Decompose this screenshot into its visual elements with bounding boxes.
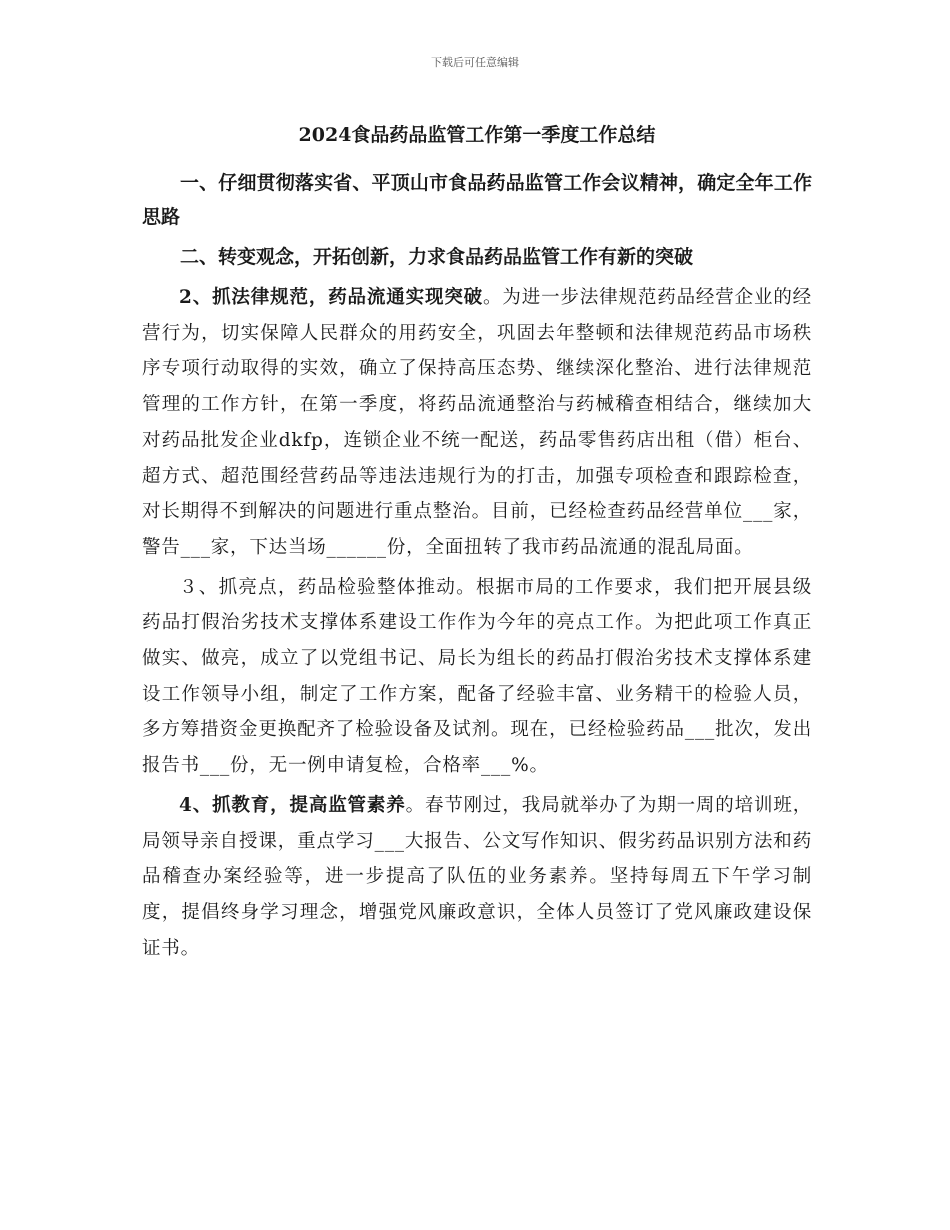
paragraph-section-2 [142, 280, 812, 566]
paragraph-body: 。为进一步法律规范药品经营企业的经营行为，切实保障人民群众的用药安全，巩固去年整顿和法律规范药品市场秩序专项行动取得的实效，确立了保持高压态势、继续深化整治、进行法律规范管理的工作方针，在第一季度，将药品流通整治与药械稽查相结合，继续加大对药品批发企业dkfp，连锁企业不统一配送，药品零售药店出租（借）柜台、超方式、超范围经营药品等违法违规行为的打击，加强专项检查和跟踪检查，对长期得不到解决的问题进行重点整治。目前，已经检查药品经营单位___家，警告___家，下达当场______份，全面扭转了我市药品流通的混乱局面。 [142, 287, 812, 558]
heading-2: 二、转变观念，开拓创新，力求食品药品监管工作有新的突破 [180, 246, 694, 268]
paragraph-section-4 [142, 788, 812, 967]
document-body [142, 118, 812, 966]
paragraph-lead: 2、抓法律规范，药品流通实现突破 [179, 287, 484, 308]
paragraph-lead: 4、抓教育，提高监管素养 [179, 794, 406, 816]
header-note: 下载后可任意编辑 [431, 56, 519, 69]
paragraph-section-3: ３、抓亮点，药品检验整体推动。根据市局的工作要求，我们把开展县级药品打假治劣技术支撑体系建设工作作为今年的亮点工作。为把此项工作真正做实、做亮，成立了以党组书记、局长为组长的药品打假治劣技术支撑体系建设工作领导小组，制定了工作方案，配备了经验丰富、业务精干的检验人员，多方筹措资金更换配齐了检验设备及试剂。现在，已经检验药品___批次，发出报告书___份，无一例申请复检，合格率___%。 [142, 576, 812, 777]
document-title: 2024食品药品监管工作第一季度工作总结 [298, 124, 656, 146]
paragraph-body: 。春节刚过，我局就举办了为期一周的培训班，局领导亲自授课，重点学习___大报告、公文写作知识、假劣药品识别方法和药品稽查办案经验等，进一步提高了队伍的业务素养。坚持每周五下午学习制度，提倡终身学习理念，增强党风廉政意识，全体人员签订了党风廉政建设保证书。 [142, 794, 812, 959]
heading-1: 一、仔细贯彻落实省、平顶山市食品药品监管工作会议精神，确定全年工作思路 [142, 172, 812, 228]
